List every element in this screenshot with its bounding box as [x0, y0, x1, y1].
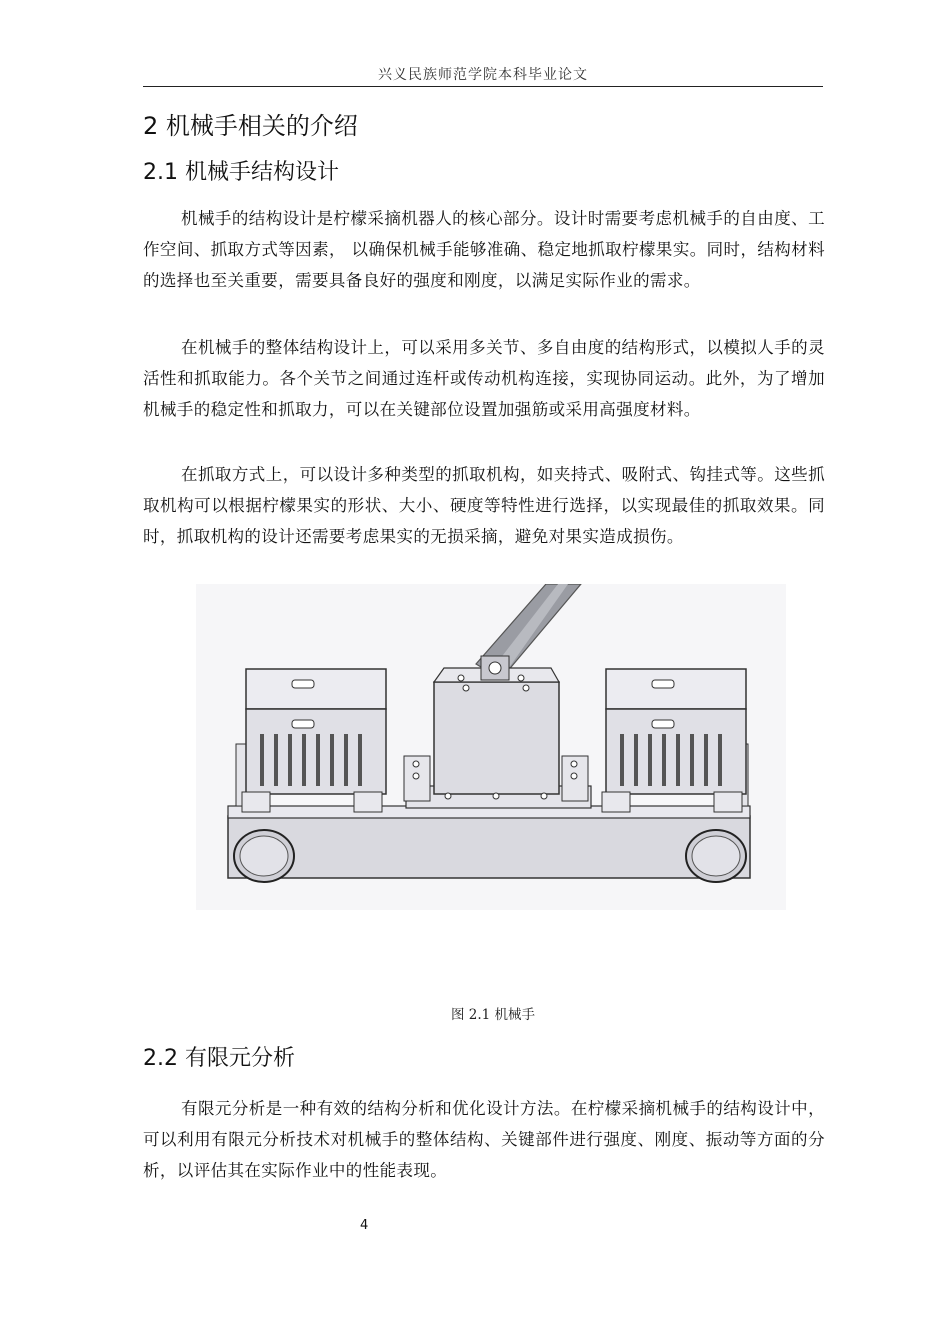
- paragraph: 机械手的结构设计是柠檬采摘机器人的核心部分。设计时需要考虑机械手的自由度、工作空间、抓取方式等因素， 以确保机械手能够准确、稳定地抓取柠檬果实。同时，结构材料的选择也至关重要，需要具备良好的强度和刚度，以满足实际作业的需求。: [143, 209, 825, 290]
- paragraph: 有限元分析是一种有效的结构分析和优化设计方法。在柠檬采摘机械手的结构设计中，可以利用有限元分析技术对机械手的整体结构、关键部件进行强度、刚度、振动等方面的分析，以评估其在实际作业中的性能表现。: [143, 1099, 825, 1180]
- page-number: 4: [360, 1218, 369, 1233]
- chapter-title: 2 机械手相关的介绍: [143, 112, 358, 140]
- storage-basket-left: [236, 669, 386, 812]
- figure-caption: 图 2.1 机械手: [450, 1007, 536, 1023]
- paragraph: 在机械手的整体结构设计上，可以采用多关节、多自由度的结构形式，以模拟人手的灵活性和抓取能力。各个关节之间通过连杆或传动机构连接，实现协同运动。此外，为了增加机械手的稳定性和抓取力，可以在关键部位设置加强筋或采用高强度材料。: [143, 338, 825, 419]
- robot-arm-figure: [196, 584, 786, 910]
- robot-arm-drawing: [196, 584, 786, 910]
- section-title-2-2: 2.2 有限元分析: [143, 1046, 295, 1071]
- wheel-left: [234, 830, 294, 882]
- paragraph: 在抓取方式上，可以设计多种类型的抓取机构，如夹持式、吸附式、钩挂式等。这些抓取机构可以根据柠檬果实的形状、大小、硬度等特性进行选择，以实现最佳的抓取效果。同时，抓取机构的设计还需要考虑果实的无损采摘，避免对果实造成损伤。: [143, 465, 825, 546]
- wheel-right: [686, 830, 746, 882]
- storage-basket-right: [602, 669, 748, 812]
- section-title-2-1: 2.1 机械手结构设计: [143, 160, 339, 185]
- page-header: 兴义民族师范学院本科毕业论文: [143, 64, 823, 87]
